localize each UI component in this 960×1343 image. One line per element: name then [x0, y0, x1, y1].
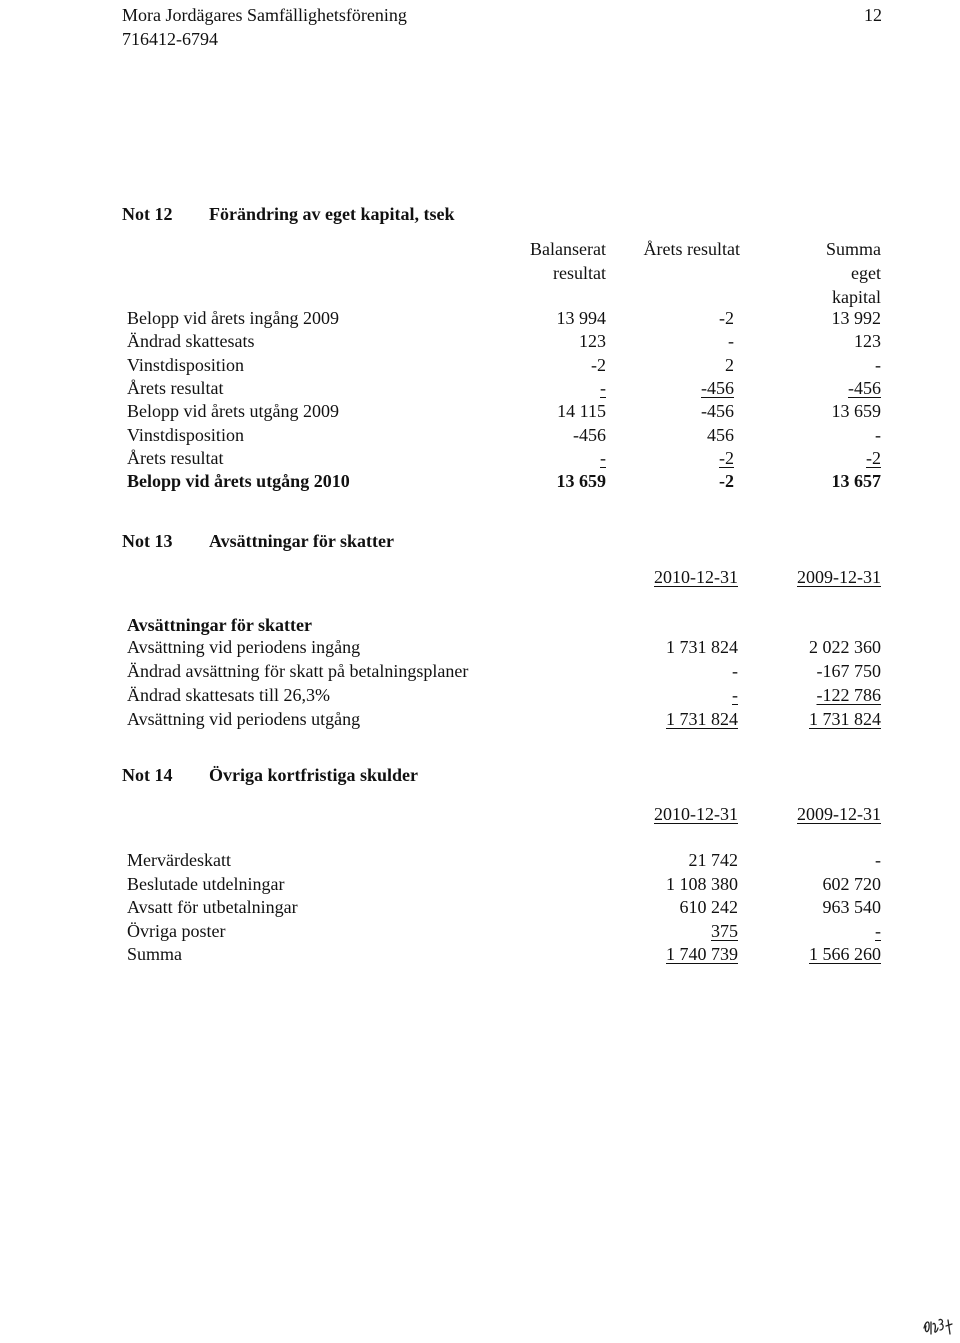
note14-row-label: Mervärdeskatt [127, 850, 231, 870]
note12-row-value: 2 [725, 354, 734, 375]
note13-row-label: Avsättning vid periodens ingång [127, 637, 361, 657]
note12-row-value: 13 659 [831, 401, 881, 422]
note14-row-value: 375 [711, 920, 738, 941]
note14-title: Övriga kortfristiga skulder [209, 765, 418, 785]
org-number: 716412-6794 [122, 29, 218, 49]
note12-row-value: -2 [591, 354, 606, 375]
note14-row [0, 849, 960, 872]
note13-row-value: 2 022 360 [809, 637, 881, 657]
note12-row-value: - [875, 354, 881, 375]
note12-row-label: Årets resultat [127, 377, 224, 398]
note12-row-label: Belopp vid årets utgång 2010 [127, 471, 350, 492]
note12-row-value: 14 115 [557, 401, 606, 422]
note12-row [0, 400, 960, 423]
note12-row [0, 447, 960, 470]
note13-row-value: - [732, 685, 738, 705]
note12-row-value: -2 [719, 447, 734, 468]
note13-number: Not 13 [122, 531, 173, 551]
note14-row-value: 602 720 [822, 873, 881, 894]
note12-row-value: 123 [579, 331, 606, 352]
note14-col2-header: 2009-12-31 [797, 804, 881, 824]
note12-row [0, 470, 960, 493]
note14-row-label: Beslutade utdelningar [127, 873, 285, 894]
note12-row-value: - [600, 377, 606, 398]
note13-row-label: Ändrad skattesats till 26,3% [127, 685, 330, 705]
note12-row-value: 13 659 [556, 471, 606, 492]
note14-row-label: Övriga poster [127, 920, 226, 941]
note13-row-value: -167 750 [816, 661, 881, 681]
note12-row-value: -2 [719, 471, 734, 492]
note14-row [0, 943, 960, 966]
note12-col3-header: Summa eget kapital [825, 239, 881, 307]
note12-row-value: - [600, 447, 606, 468]
note13-row-value: 1 731 824 [666, 637, 738, 657]
note12-row-label: Ändrad skattesats [127, 331, 255, 352]
note14-row-value: 610 242 [679, 897, 738, 917]
note12-row-value: 13 657 [831, 471, 881, 492]
note13-title: Avsättningar för skatter [209, 531, 394, 551]
note12-row [0, 377, 960, 400]
note13-row [0, 708, 960, 731]
note14-row-value: - [875, 850, 881, 870]
signature-initials [922, 1310, 960, 1338]
note14-row [0, 873, 960, 896]
note12-title: Förändring av eget kapital, tsek [209, 204, 455, 224]
note12-row-value: - [875, 424, 881, 445]
note12-row [0, 307, 960, 330]
org-name: Mora Jordägares Samfällighetsförening [122, 5, 407, 25]
note12-row-label: Belopp vid årets ingång 2009 [127, 308, 339, 328]
note12-row-label: Vinstdisposition [127, 354, 244, 375]
note14-row [0, 896, 960, 919]
note12-row-value: -456 [573, 424, 606, 445]
note13-row-value: 1 731 824 [809, 709, 881, 729]
note14-row [0, 920, 960, 943]
note14-row-value: 21 742 [688, 850, 738, 870]
note12-row [0, 424, 960, 447]
note12-row [0, 354, 960, 377]
note14-number: Not 14 [122, 765, 173, 785]
note12-row-label: Årets resultat [127, 447, 224, 468]
note12-row-value: -456 [701, 377, 734, 398]
note12-col1-header: Balanserat resultat [530, 239, 606, 283]
note12-row-value: 123 [854, 331, 881, 352]
note13-row-label: Avsättning vid periodens utgång [127, 709, 361, 729]
note14-row-value: 1 740 739 [666, 944, 738, 964]
note13-row-value: -122 786 [816, 685, 881, 705]
note12-row [0, 330, 960, 353]
note12-row-value: 456 [707, 424, 734, 445]
note13-row [0, 660, 960, 683]
note12-number: Not 12 [122, 204, 173, 224]
note12-row-value: 13 994 [556, 308, 606, 328]
note12-row-label: Vinstdisposition [127, 424, 244, 445]
note14-row-value: 1 566 260 [809, 944, 881, 964]
note12-row-value: - [728, 331, 734, 352]
note13-row [0, 684, 960, 707]
note12-row-value: -2 [866, 447, 881, 468]
note14-row-label: Summa [127, 944, 183, 964]
note14-row-value: 1 108 380 [666, 873, 738, 894]
note12-row-label: Belopp vid årets utgång 2009 [127, 401, 339, 422]
note13-row [0, 636, 960, 659]
page-number: 12 [864, 5, 882, 25]
note12-row-value: -456 [701, 401, 734, 422]
note13-subheading: Avsättningar för skatter [127, 615, 312, 635]
note14-row-value: - [875, 920, 881, 941]
note14-row-label: Avsatt för utbetalningar [127, 897, 298, 917]
note13-col2-header: 2009-12-31 [797, 567, 881, 587]
note12-col2-header: Årets resultat [643, 239, 740, 259]
note13-col1-header: 2010-12-31 [654, 567, 738, 587]
note12-row-value: -2 [719, 308, 734, 328]
note13-row-label: Ändrad avsättning för skatt på betalningsplaner [127, 661, 469, 681]
note12-row-value: -456 [848, 377, 881, 398]
note13-row-value: 1 731 824 [666, 709, 738, 729]
note14-row-value: 963 540 [822, 897, 881, 917]
note13-row-value: - [732, 661, 738, 681]
note12-row-value: 13 992 [831, 308, 881, 328]
note14-col1-header: 2010-12-31 [654, 804, 738, 824]
